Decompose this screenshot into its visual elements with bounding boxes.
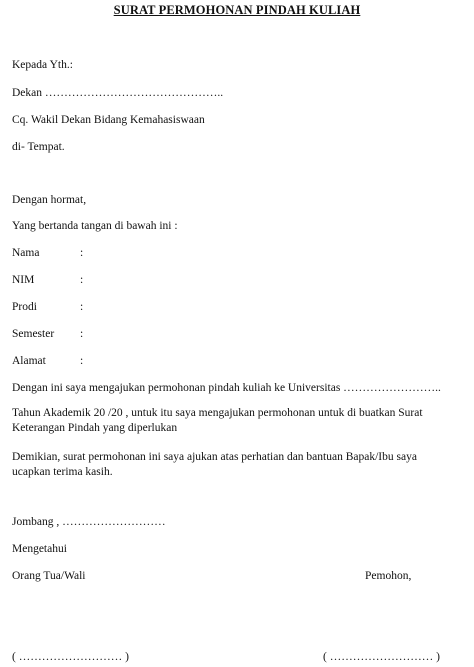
field-colon-prodi: :: [80, 301, 84, 313]
recipient-dean: Dekan ………………………………………..: [12, 87, 224, 99]
body-paragraph-1: Dengan ini saya mengajukan permohonan pindah kuliah ke Universitas ……………………..: [12, 382, 441, 394]
field-label-alamat: Alamat: [12, 355, 46, 367]
field-colon-semester: :: [80, 328, 84, 340]
body-paragraph-2: Tahun Akademik 20 /20 , untuk itu saya mengajukan permohonan untuk di buatkan Surat Keterangan Pindah yang diperlukan: [12, 407, 423, 434]
field-colon-alamat: :: [80, 355, 84, 367]
place-date: Jombang , ………………………: [12, 516, 166, 528]
field-label-nim: NIM: [12, 274, 35, 286]
recipient-greeting: Kepada Yth.:: [12, 59, 73, 71]
body-paragraph-3: Demikian, surat permohonan ini saya ajukan atas perhatian dan bantuan Bapak/Ibu saya ucapkan terima kasih.: [12, 451, 417, 478]
recipient-cq: Cq. Wakil Dekan Bidang Kemahasiswaan: [12, 114, 205, 126]
field-colon-nim: :: [80, 274, 84, 286]
field-label-nama: Nama: [12, 247, 40, 259]
intro-text: Yang bertanda tangan di bawah ini :: [12, 220, 178, 232]
acknowledged-label: Mengetahui: [12, 543, 67, 555]
letter-title: SURAT PERMOHONAN PINDAH KULIAH: [113, 3, 361, 17]
field-label-semester: Semester: [12, 328, 55, 340]
applicant-label: Pemohon,: [365, 570, 412, 582]
salutation: Dengan hormat,: [12, 194, 87, 206]
recipient-place: di- Tempat.: [12, 141, 65, 153]
applicant-signature-line: ( ……………………… ): [323, 651, 440, 663]
field-colon-nama: :: [80, 247, 84, 259]
guardian-signature-line: ( ……………………… ): [12, 651, 129, 663]
field-label-prodi: Prodi: [12, 301, 37, 313]
guardian-label: Orang Tua/Wali: [12, 570, 86, 582]
